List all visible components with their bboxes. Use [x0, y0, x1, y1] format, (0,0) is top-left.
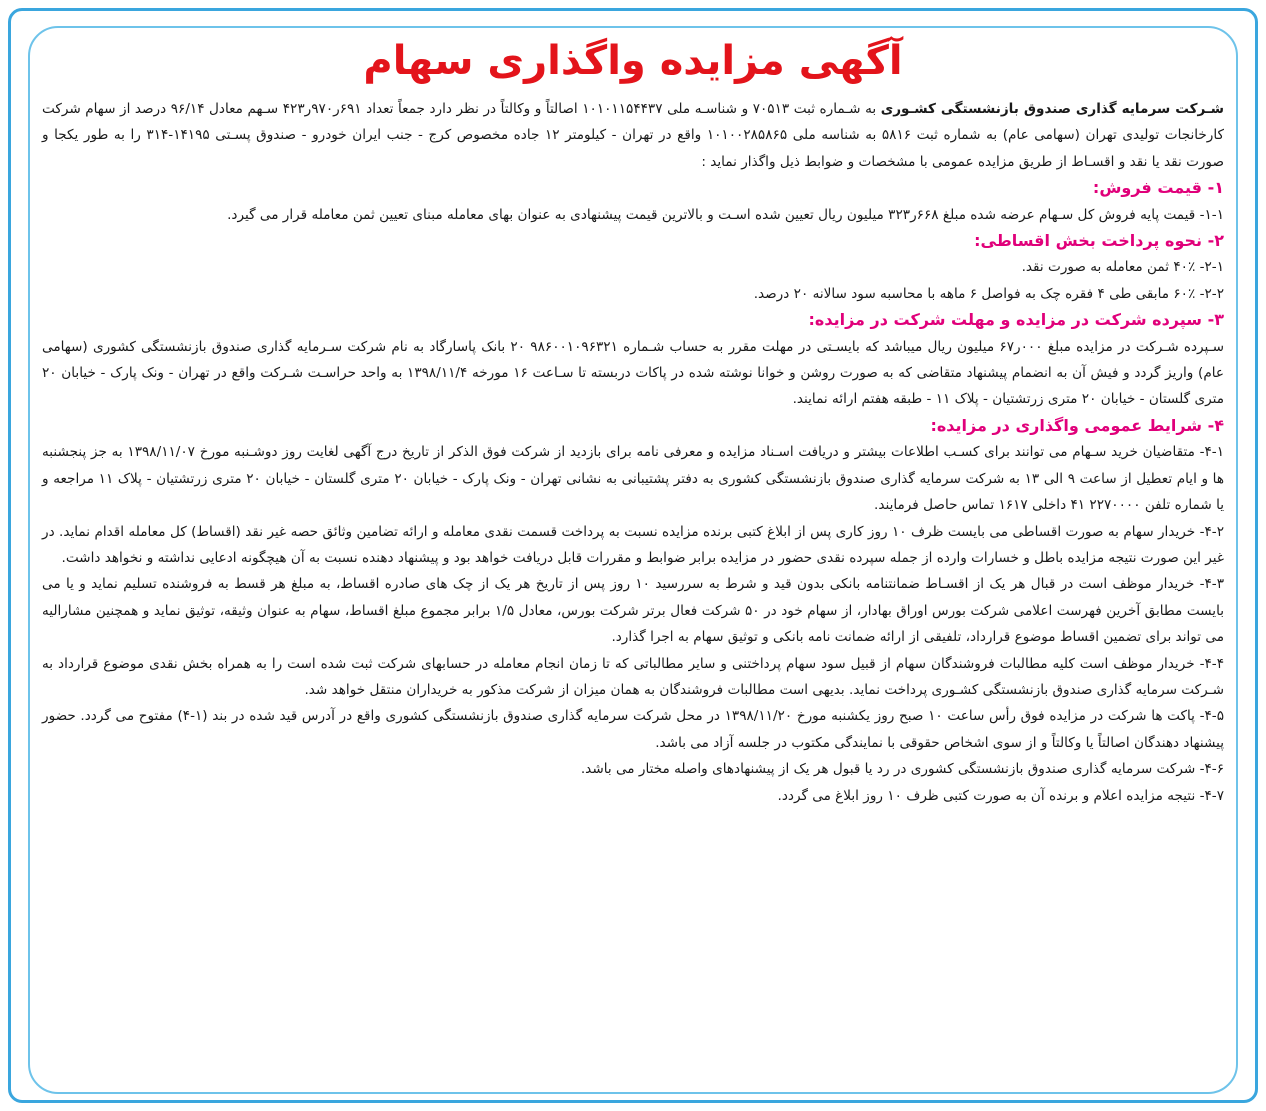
auction-notice — [42, 34, 1224, 1084]
section-heading-conditions: ۴- شرایط عمومی واگذاری در مزایده: — [930, 415, 1224, 435]
clause-4-7: ۴-۷- نتیجه مزایده اعلام و برنده آن به صورت کتبی ظرف ۱۰ روز ابلاغ می گردد. — [777, 787, 1224, 804]
clause-4-6: ۴-۶- شرکت سرمایه گذاری صندوق بازنشستگی کشوری در رد یا قبول هر یک از پیشنهادهای واصله مختار می باشد. — [580, 761, 1224, 778]
clause-4-5: ۴-۵- پاکت ها شرکت در مزایده فوق رأس ساعت ۱۰ صبح روز یکشنبه مورخ ۱۳۹۸/۱۱/۲۰ در محل شرکت سرمایه گذاری صندوق بازنشستگی کشوری واقع در آدرس قید شده در بند (۱-۴) مفتوح می گردد. حضور پیشنهاد دهندگان اصالتاً یا وکالتاً و از سوی اشخاص حقوقی با نمایندگی مکتوب در جلسه آزاد می باشد. — [42, 708, 1224, 751]
clause-1-1: ۱-۱- قیمت پایه فروش کل سـهام عرضه شده مبلغ ۶۶۸ر۳۲۳ میلیون ریال تعیین شده اسـت و بالاترین قیمت پیشنهادی به عنوان بهای معامله مبنای تعیین ثمن معامله قرار می گیرد. — [227, 206, 1224, 223]
clause-4-1: ۴-۱- متقاضیان خرید سـهام می توانند برای کسـب اطلاعات بیشتر و دریافت اسـناد مزایده و معرفی نامه برای بازدید از شرکت فوق الذکر از تاریخ درج آگهی لغایت روز دوشـنبه مورخ ۱۳۹۸/۱۱/۰۷ به جز پنجشنبه ها و ایام تعطیل از ساعت ۹ الی ۱۳ به شرکت سرمایه گذاری صندوق بازنشستگی کشوری به دفتر پشتیبانی به نشانی تهران - ونک پارک - خیابان ۲۰ متری گلستان - خیابان ۲۰ متری زرتشتیان - پلاک ۱۱ مراجعه و یا شماره تلفن ۲۲۷۰۰۰۰ ۴۱ داخلی ۱۶۱۷ تماس حاصل فرمایند. — [42, 444, 1224, 514]
clause-4-2: ۴-۲- خریدار سهام به صورت اقساطی می بایست ظرف ۱۰ روز کاری پس از ابلاغ کتبی برنده مزایده نسبت به پرداخت قسمت نقدی معامله و ارائه تضامین وثائق حصه غیر نقد (اقساط) کل معامله اقدام نماید. در غیر این صورت نتیجه مزایده باطل و خسارات وارده از جمله سپرده نقدی حضور در مزایده برابر ضوابط و مقررات قابل دریافت خواهد بود و پیشنهاد دهنده نسبت به آن هیچگونه ادعایی نداشته و نخواهد داشت. — [42, 523, 1224, 566]
clause-4-4: ۴-۴- خریدار موظف است کلیه مطالبات فروشندگان سهام از قبیل سود سهام پرداختنی و سایر مطالباتی که تا زمان انجام معامله در حسابهای شرکت ثبت شده است را به همراه بخش نقدی موضوع قرارداد به شـرکت سرمایه گذاری صندوق بازنشستگی کشـوری پرداخت نماید. بدیهی است مطالبات فروشندگان به همان میزان از شرکت مذکور به خریداران منتقل خواهد شد. — [42, 655, 1224, 698]
section-heading-deposit: ۳- سپرده شرکت در مزایده و مهلت شرکت در مزایده: — [808, 310, 1224, 330]
section-heading-price: ۱- قیمت فروش: — [1092, 178, 1224, 198]
section-heading-installments: ۲- نحوه پرداخت بخش اقساطی: — [974, 231, 1224, 251]
intro-paragraph — [42, 96, 1224, 175]
clause-4-3: ۴-۳- خریدار موظف است در قبال هر یک از اقسـاط ضمانتنامه بانکی بدون قید و شرط به سررسید ۱۰ روز پس از تاریخ هر یک از چک های صادره اقساط، به مبلغ هر قسط به فروشنده تسلیم نماید و یا می بایست مطابق آخرین فهرست اعلامی شرکت بورس اوراق بهادار، از سهام خود در ۵۰ شرکت فعال برتر شرکت بورس، معادل ۱/۵ برابر مجموع مبلغ اقساط، سهام به عنوان وثیقه، توثیق نماید و همچنین مشارالیه می تواند برای تضمین اقساط موضوع قرارداد، تلفیقی از ارائه ضمانت نامه بانکی و توثیق سهام به اجرا گذارد. — [42, 576, 1225, 646]
clause-2-2: ۲-۲- ۶۰٪ مابقی طی ۴ فقره چک به فواصل ۶ ماهه با محاسبه سود سالانه ۲۰ درصد. — [753, 285, 1224, 302]
intro-text: به شـماره ثبت ۷۰۵۱۳ و شناسـه ملی ۱۰۱۰۱۱۵۴۴۳۷ اصالتاً و وکالتاً در نظر دارد جمعاً تعداد ۶۹۱ر۹۷۰ر۴۲۳ سـهم معادل ۹۶/۱۴ درصد از سهام شرکت کارخانجات تولیدی تهران (سهامی عام) به شماره ثبت ۵۸۱۶ به شناسه ملی ۱۰۱۰۰۲۸۵۸۶۵ واقع در تهران - کیلومتر ۱۲ جاده مخصوص کرج - جنب ایران خودرو - صندوق پسـتی ۱۴۱۹۵-۳۱۴ را به طور یکجا و صورت نقد یا نقد و اقسـاط از طریق مزایده عمومی با مشخصات و ضوابط ذیل واگذار نماید : — [42, 101, 1224, 170]
clause-2-1: ۲-۱- ۴۰٪ ثمن معامله به صورت نقد. — [1021, 259, 1224, 276]
company-name: شـرکت سرمایه گذاری صندوق بازنشستگی کشـوری — [880, 101, 1224, 117]
clause-3: سـپرده شـرکت در مزایده مبلغ ۰۰۰ر۶۷ میلیون ریال میباشد که بایسـتی در مهلت مقرر به حساب شـماره ۹۸۶۰۰۱۰۹۶۳۲۱ ۲۰ بانک پاسارگاد به نام شرکت سـرمایه گذاری صندوق بازنشستگی کشوری (سهامی عام) واریز گردد و فیش آن به انضمام پیشنهاد متقاضی که به صورت روشن و خوانا نوشته شده در پاکات دربسته تا سـاعت ۱۶ مورخه ۱۳۹۸/۱۱/۴ به واحد حراسـت شـرکت واقع در تهران - ونک پارک - خیابان ۲۰ متری گلستان - خیابان ۲۰ متری زرتشتیان - پلاک ۱۱ - طبقه هفتم ارائه نمایند. — [42, 338, 1224, 408]
notice-title: آگهی مزایده واگذاری سهام — [363, 38, 903, 84]
